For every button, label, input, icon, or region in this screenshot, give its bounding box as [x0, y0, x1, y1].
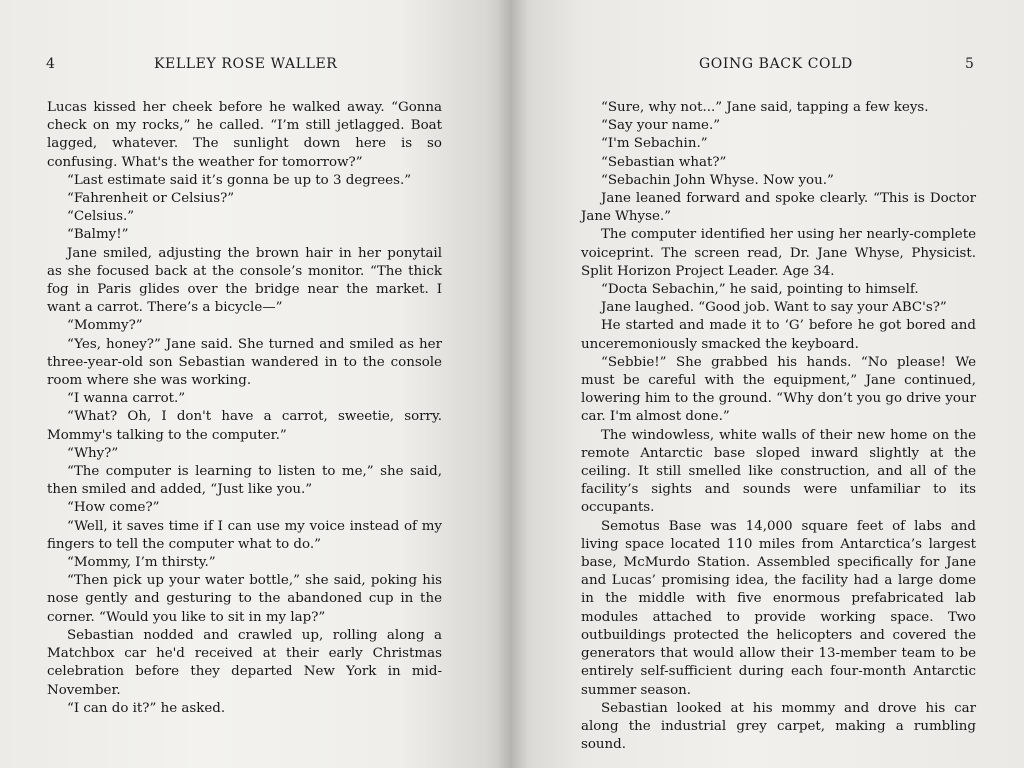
paragraph: The windowless, white walls of their new home on the remote Antarctic base sloped inward slightly at the ceiling. It still smelled like construction, and all of the facility’s sights and sounds were unfamiliar to its occupants. — [581, 427, 976, 516]
paragraph: Semotus Base was 14,000 square feet of labs and living space located 110 miles from Antarctica’s largest base, McMurdo Station. Assembled specifically for Jane and Lucas’ promising idea, the facility had a large dome in the middle with five enormous prefabricated lab modules attached to provide working space. Two outbuildings protected the helicopters and covered the generators that would allow their 13-member team to be entirely self-sufficient during each four-month Antarctic summer season. — [581, 518, 976, 698]
paragraph: “Say your name.” — [601, 118, 721, 134]
running-head-title: GOING BACK COLD — [699, 56, 853, 72]
running-head-author: KELLEY ROSE WALLER — [154, 56, 338, 72]
paragraph: “I'm Sebachin.” — [601, 136, 708, 152]
paragraph: “Celsius.” — [67, 209, 135, 225]
paragraph: The computer identified her using her nearly-complete voiceprint. The screen read, Dr. Jane Whyse, Physicist. Split Horizon Project Leader. Age 34. — [581, 227, 976, 279]
paragraph: “Yes, honey?” Jane said. She turned and smiled as her three-year-old son Sebastian wandered in to the console room where she was working. — [47, 336, 442, 389]
paragraph: “Sebachin John Whyse. Now you.” — [601, 172, 834, 188]
paragraph: “Balmy!” — [67, 227, 129, 243]
page-number: 4 — [46, 56, 56, 72]
paragraph: “Sebbie!” She grabbed his hands. “No please! We must be careful with the equipment,” Jane continued, lowering him to the ground. “Why don’t you go drive your car. I'm almost done.” — [581, 354, 976, 425]
paragraph: Jane leaned forward and spoke clearly. “This is Doctor Jane Whyse.” — [581, 191, 976, 225]
paragraph: “Sure, why not...” Jane said, tapping a few keys. — [601, 100, 929, 115]
paragraph: He started and made it to ‘G’ before he got bored and unceremoniously smacked the keyboard. — [581, 318, 976, 352]
paragraph: Sebastian looked at his mommy and drove his car along the industrial grey carpet, making a rumbling sound. — [581, 700, 976, 753]
paragraph: “Docta Sebachin,” he said, pointing to himself. — [601, 282, 919, 298]
page-number: 5 — [965, 56, 975, 72]
paragraph: Sebastian nodded and crawled up, rolling along a Matchbox car he'd received at their early Christmas celebration before they departed New York in mid-November. — [47, 627, 442, 698]
paragraph: Lucas kissed her cheek before he walked away. “Gonna check on my rocks,” he called. “I’m still jetlagged. Boat lagged, whatever. The sunlight down here is so confusing. What's the weather for tomorrow?” — [47, 100, 442, 170]
paragraph: Jane smiled, adjusting the brown hair in her ponytail as she focused back at the console’s monitor. “The thick fog in Paris glides over the bridge near the market. I want a carrot. There’s a bicycle—” — [47, 245, 442, 316]
paragraph: “I can do it?” he asked. — [67, 700, 226, 716]
paragraph: “Well, it saves time if I can use my voice instead of my fingers to tell the computer what to do.” — [47, 518, 442, 552]
paragraph: “What? Oh, I don't have a carrot, sweetie, sorry. Mommy's talking to the computer.” — [47, 409, 442, 443]
paragraph: “Mommy?” — [67, 318, 143, 334]
page-text — [581, 99, 976, 754]
paragraph: “The computer is learning to listen to me,” she said, then smiled and added, “Just like you.” — [47, 464, 442, 498]
paragraph: “Fahrenheit or Celsius?” — [67, 191, 235, 207]
paragraph: “I wanna carrot.” — [67, 391, 186, 407]
paragraph: “Last estimate said it’s gonna be up to 3 degrees.” — [67, 172, 412, 188]
page-text — [47, 99, 442, 718]
right-page[interactable] — [512, 0, 1024, 768]
paragraph: “Sebastian what?” — [601, 154, 727, 170]
paragraph: “How come?” — [67, 500, 160, 516]
paragraph: “Mommy, I’m thirsty.” — [67, 555, 216, 571]
paragraph: Jane laughed. “Good job. Want to say your ABC's?” — [601, 300, 947, 316]
paragraph: “Why?” — [67, 445, 119, 461]
paragraph: “Then pick up your water bottle,” she said, poking his nose gently and gesturing to the abandoned cup in the corner. “Would you like to sit in my lap?” — [47, 573, 442, 625]
